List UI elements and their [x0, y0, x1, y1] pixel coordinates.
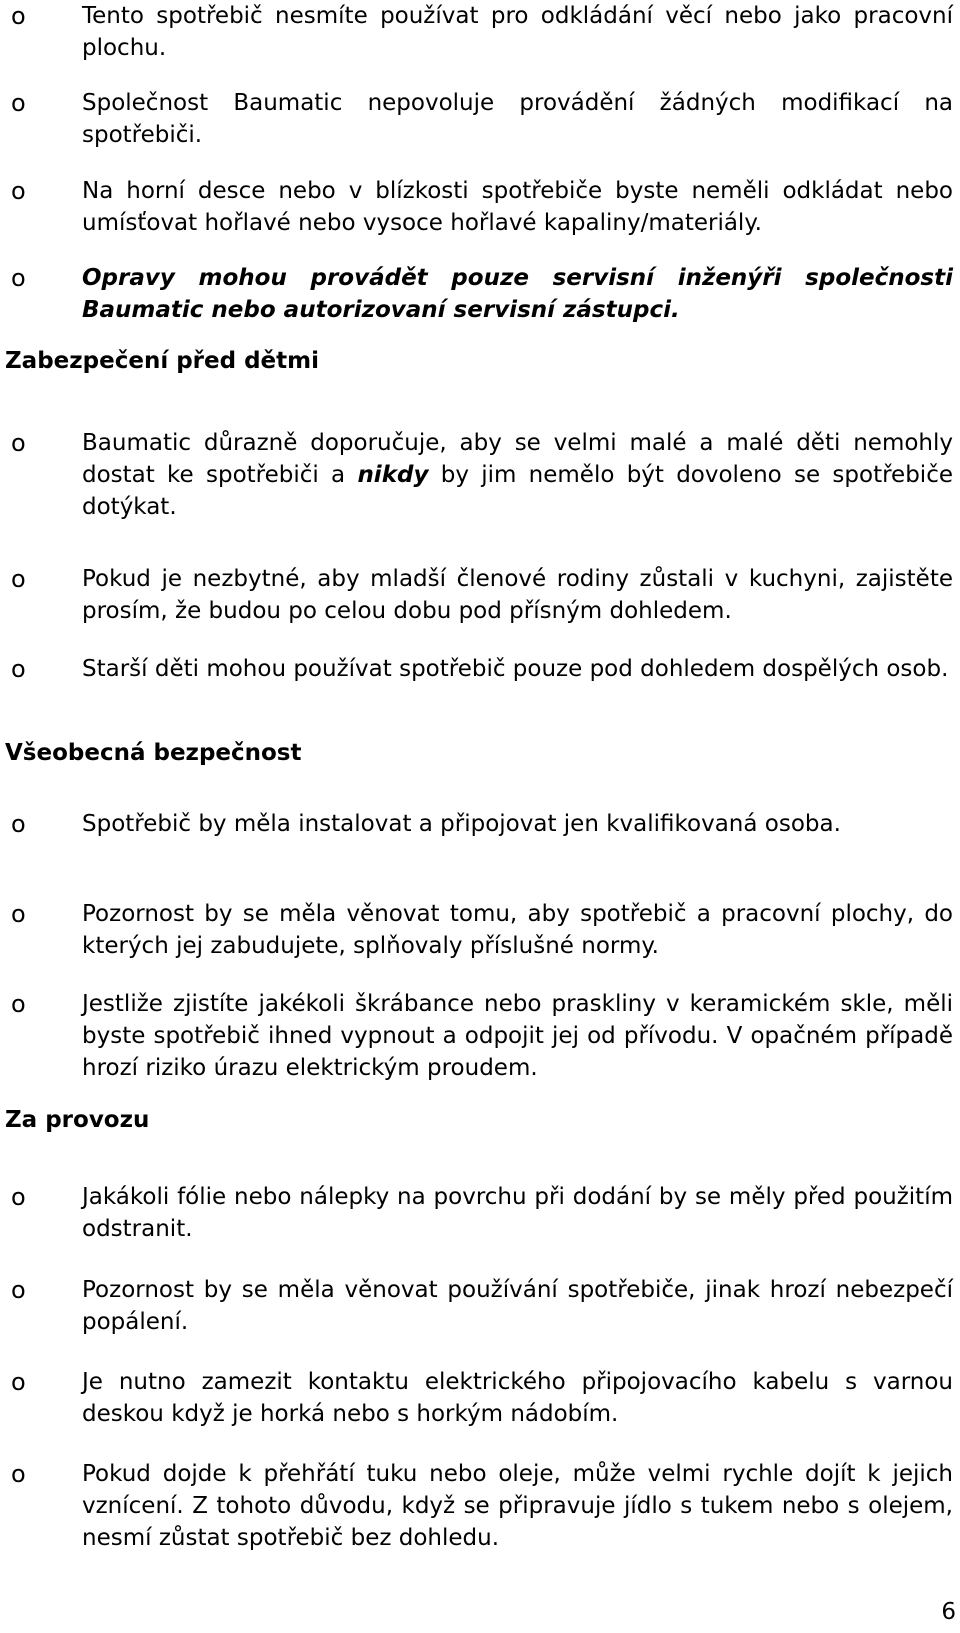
list-item-text: Baumatic důrazně doporučuje, aby se velmi malé a malé děti nemohly dostat ke spotřebiči a nikdy by jim nemělo být dovoleno se spotřebiče dotýkat.	[82, 430, 953, 520]
list-item-text: Pokud je nezbytné, aby mladší členové rodiny zůstali v kuchyni, zajistěte prosím, že budou po celou dobu pod přísným dohledem.	[82, 566, 953, 624]
bullet-marker: o	[11, 429, 26, 457]
list-item-text: Pokud dojde k přehřátí tuku nebo oleje, může velmi rychle dojít k jejich vznícení. Z tohoto důvodu, když se připravuje jídlo s tukem nebo s olejem, nesmí zůstat spotřebič bez dohledu.	[82, 1461, 953, 1551]
list-item-text: Starší děti mohou používat spotřebič pouze pod dohledem dospělých osob.	[82, 656, 949, 682]
bullet-marker: o	[11, 264, 26, 292]
bullet-marker: o	[11, 177, 26, 205]
list-item-text: Pozornost by se měla věnovat používání spotřebiče, jinak hrozí nebezpečí popálení.	[82, 1277, 953, 1335]
bullet-marker: o	[11, 655, 26, 683]
list-item-text: Na horní desce nebo v blízkosti spotřebiče byste neměli odkládat nebo umísťovat hořlavé nebo vysoce hořlavé kapaliny/materiály.	[82, 178, 953, 236]
bullet-marker: o	[11, 990, 26, 1018]
list-item-text: Je nutno zamezit kontaktu elektrického připojovacího kabelu s varnou deskou když je horká nebo s horkým nádobím.	[82, 1369, 953, 1427]
bullet-marker: o	[11, 565, 26, 593]
bullet-marker: o	[11, 89, 26, 117]
list-item-text: Jakákoli fólie nebo nálepky na povrchu při dodání by se měly před použitím odstranit.	[82, 1184, 953, 1242]
emphasis-text: nikdy	[357, 462, 429, 488]
list-item-text: Pozornost by se měla věnovat tomu, aby spotřebič a pracovní plochy, do kterých jej zabudujete, splňovaly příslušné normy.	[82, 901, 953, 959]
bullet-marker: o	[11, 2, 26, 30]
section-heading-operation: Za provozu	[5, 1107, 150, 1133]
list-item-text-emphasized: Opravy mohou provádět pouze servisní inženýři společnosti Baumatic nebo autorizovaní servisní zástupci.	[82, 265, 953, 323]
list-item-text: Tento spotřebič nesmíte používat pro odkládání věcí nebo jako pracovní plochu.	[82, 3, 953, 61]
page-number: 6	[941, 1599, 956, 1625]
bullet-marker: o	[11, 1368, 26, 1396]
bullet-marker: o	[11, 810, 26, 838]
list-item-text: Společnost Baumatic nepovoluje provádění žádných modifikací na spotřebiči.	[82, 90, 953, 148]
bullet-marker: o	[11, 900, 26, 928]
bullet-marker: o	[11, 1183, 26, 1211]
section-heading-general-safety: Všeobecná bezpečnost	[5, 740, 302, 766]
list-item-text: Spotřebič by měla instalovat a připojovat jen kvalifikovaná osoba.	[82, 811, 841, 837]
bullet-marker: o	[11, 1460, 26, 1488]
section-heading-child-safety: Zabezpečení před dětmi	[5, 348, 319, 374]
bullet-marker: o	[11, 1276, 26, 1304]
list-item-text: Jestliže zjistíte jakékoli škrábance nebo praskliny v keramickém skle, měli byste spotřebič ihned vypnout a odpojit jej od přívodu. V opačném případě hrozí riziko úrazu elektrickým proudem.	[82, 991, 953, 1081]
